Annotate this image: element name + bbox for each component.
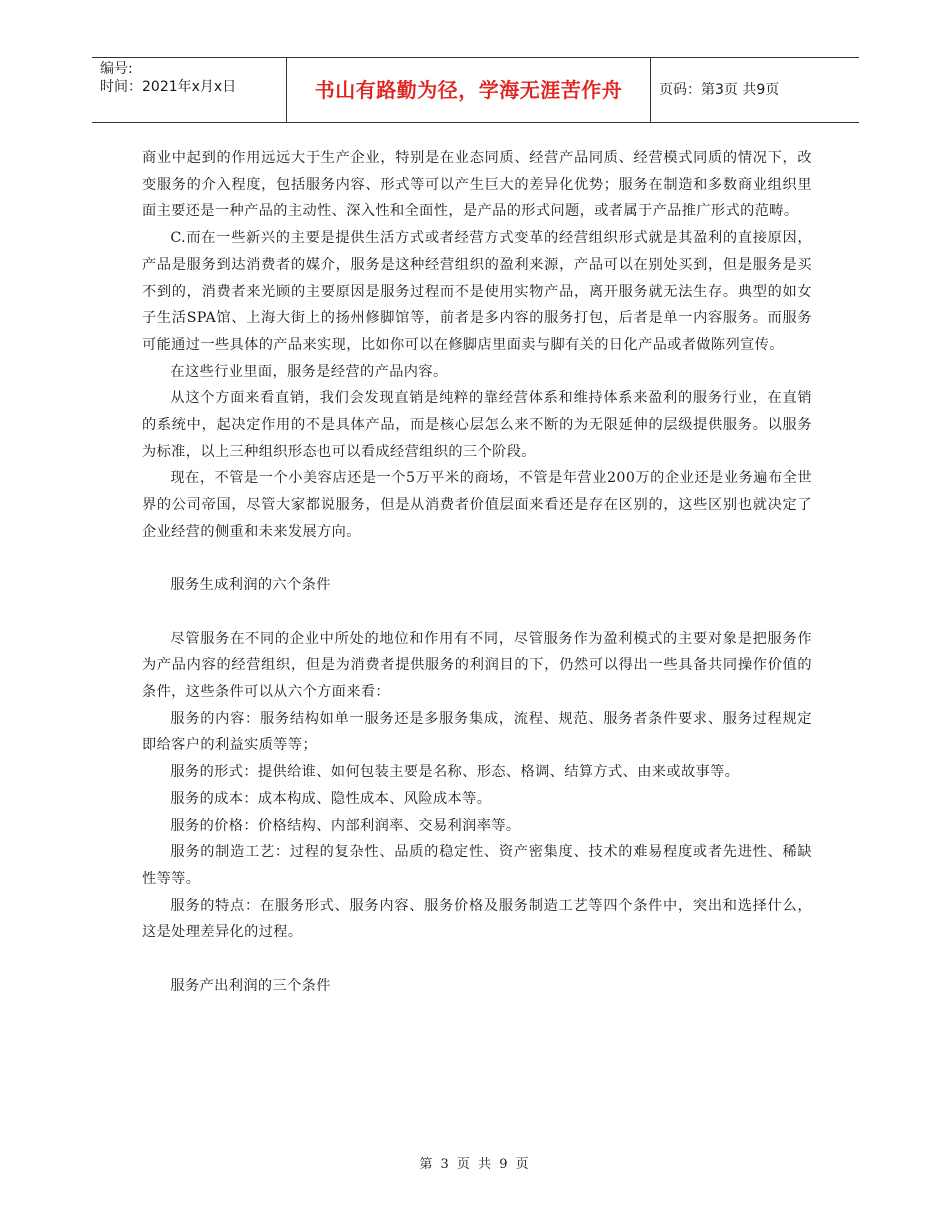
serial-number-label: 编号:: [100, 61, 133, 77]
spacer: [142, 599, 812, 626]
page-footer: 第 3 页 共 9 页: [419, 1157, 531, 1172]
list-item: 服务的形式：提供给谁、如何包装主要是名称、形态、格调、结算方式、由来或故事等。: [170, 764, 740, 781]
header-divider: [650, 58, 651, 122]
paragraph: 尽管服务在不同的企业中所处的地位和作用有不同，尽管服务作为盈利模式的主要对象是把服务作为产品内容的经营组织，但是为消费者提供服务的利润目的下，仍然可以得出一些具备共同操作价值的条件，这些条件可以从六个方面来看：: [142, 630, 812, 701]
page-header: [92, 57, 859, 123]
header-page-info: 页码：第3页 共9页: [659, 82, 780, 98]
body-text: [142, 145, 812, 999]
list-item: 服务的内容：服务结构如单一服务还是多服务集成，流程、规范、服务者条件要求、服务过程规定即给客户的利益实质等等；: [142, 710, 812, 754]
section-heading: 服务生成利润的六个条件: [170, 577, 331, 594]
paragraph: 现在，不管是一个小美容店还是一个5万平米的商场，不管是年营业200万的企业还是业务遍布全世界的公司帝国，尽管大家都说服务，但是从消费者价值层面来看还是存在区别的，这些区别也就决定了企业经营的侧重和未来发展方向。: [142, 470, 812, 540]
spacer: [142, 946, 812, 973]
list-item: 服务的价格：价格结构、内部利润率、交易利润率等。: [170, 817, 521, 834]
list-item: 服务的特点：在服务形式、服务内容、服务价格及服务制造工艺等四个条件中，突出和选择什么，这是处理差异化的过程。: [142, 897, 812, 941]
list-item: 服务的制造工艺：过程的复杂性、品质的稳定性、资产密集度、技术的难易程度或者先进性、稀缺性等等。: [142, 844, 812, 887]
header-motto: 书山有路勤为径，学海无涯苦作舟: [314, 78, 623, 102]
list-item: 服务的成本：成本构成、隐性成本、风险成本等。: [170, 790, 492, 807]
paragraph: C.而在一些新兴的主要是提供生活方式或者经营方式变革的经营组织形式就是其盈利的直接原因，产品是服务到达消费者的媒介，服务是这种经营组织的盈利来源，产品可以在别处买到，但是服务是买不到的，消费者来光顾的主要原因是服务过程而不是使用实物产品，离开服务就无法生存。典型的如女子生活SPA馆、上海大街上的扬州修脚馆等，前者是多内容的服务打包，后者是单一内容服务。而服务可能通过一些具体的产品来实现，比如你可以在修脚店里面卖与脚有关的日化产品或者做陈列宣传。: [142, 230, 812, 353]
spacer: [142, 546, 812, 573]
paragraph: 从这个方面来看直销，我们会发现直销是纯粹的靠经营体系和维持体系来盈利的服务行业，在直销的系统中，起决定作用的不是具体产品，而是核心层怎么来不断的为无限延伸的层级提供服务。以服务为标准，以上三种组织形态也可以看成经营组织的三个阶段。: [142, 390, 812, 460]
header-meta: [100, 58, 288, 122]
paragraph: 商业中起到的作用远远大于生产企业，特别是在业态同质、经营产品同质、经营模式同质的情况下，改变服务的介入程度，包括服务内容、形式等可以产生巨大的差异化优势；服务在制造和多数商业组织里面主要还是一种产品的主动性、深入性和全面性，是产品的形式问题，或者属于产品推广形式的范畴。: [142, 150, 812, 220]
date-label: 时间：2021年x月x日: [100, 79, 237, 95]
section-heading: 服务产出利润的三个条件: [170, 977, 331, 994]
paragraph: 在这些行业里面，服务是经营的产品内容。: [170, 363, 448, 380]
